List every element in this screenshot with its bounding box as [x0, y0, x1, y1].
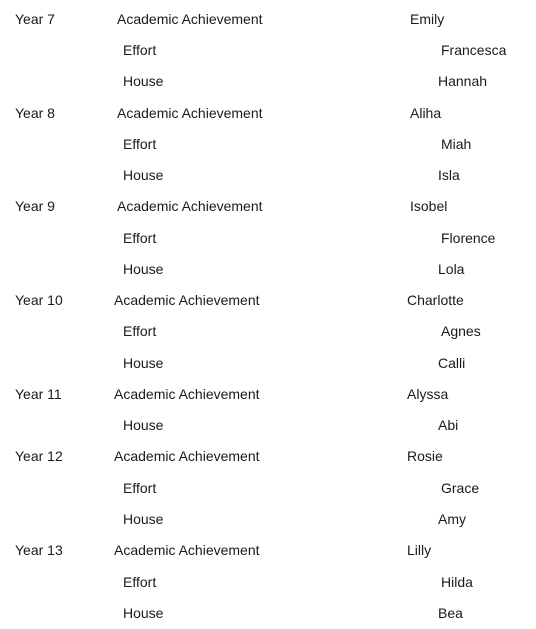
year-label: Year 12 [15, 448, 63, 464]
award-recipient: Bea [438, 605, 463, 621]
award-recipient: Florence [441, 230, 496, 246]
year-label: Year 11 [15, 386, 62, 402]
award-category: Academic Achievement [117, 11, 263, 27]
award-category: Effort [123, 574, 157, 590]
award-recipient: Aliha [410, 105, 442, 121]
award-recipient: Isla [438, 167, 460, 183]
award-recipient: Lola [438, 261, 465, 277]
award-category: Effort [123, 42, 157, 58]
award-recipient: Isobel [410, 198, 448, 214]
award-recipient: Emily [410, 11, 445, 27]
award-recipient: Francesca [441, 42, 507, 58]
award-category: House [123, 605, 164, 621]
award-recipient: Calli [438, 355, 466, 371]
award-category: House [123, 167, 164, 183]
award-recipient: Amy [438, 511, 466, 527]
award-recipient: Grace [441, 480, 480, 496]
year-label: Year 7 [15, 11, 55, 27]
award-recipient: Abi [438, 417, 459, 433]
year-label: Year 10 [15, 292, 63, 308]
award-category: Academic Achievement [114, 542, 260, 558]
award-category: Effort [123, 136, 157, 152]
award-recipient: Rosie [407, 448, 443, 464]
award-category: House [123, 417, 164, 433]
year-label: Year 13 [15, 542, 63, 558]
award-recipient: Lilly [407, 542, 432, 558]
award-recipient: Alyssa [407, 386, 449, 402]
award-category: Effort [123, 230, 157, 246]
award-recipient: Hannah [438, 73, 488, 89]
award-recipient: Agnes [441, 323, 481, 339]
award-category: Academic Achievement [117, 198, 263, 214]
award-category: Effort [123, 323, 157, 339]
award-category: House [123, 355, 164, 371]
award-category: House [123, 73, 164, 89]
award-category: Academic Achievement [117, 105, 263, 121]
award-category: Academic Achievement [114, 386, 260, 402]
award-recipient: Miah [441, 136, 472, 152]
award-category: Academic Achievement [114, 292, 260, 308]
award-category: House [123, 261, 164, 277]
year-label: Year 9 [15, 198, 55, 214]
year-label: Year 8 [15, 105, 55, 121]
award-category: House [123, 511, 164, 527]
award-recipient: Hilda [441, 574, 473, 590]
award-category: Academic Achievement [114, 448, 260, 464]
award-recipient: Charlotte [407, 292, 464, 308]
award-category: Effort [123, 480, 157, 496]
